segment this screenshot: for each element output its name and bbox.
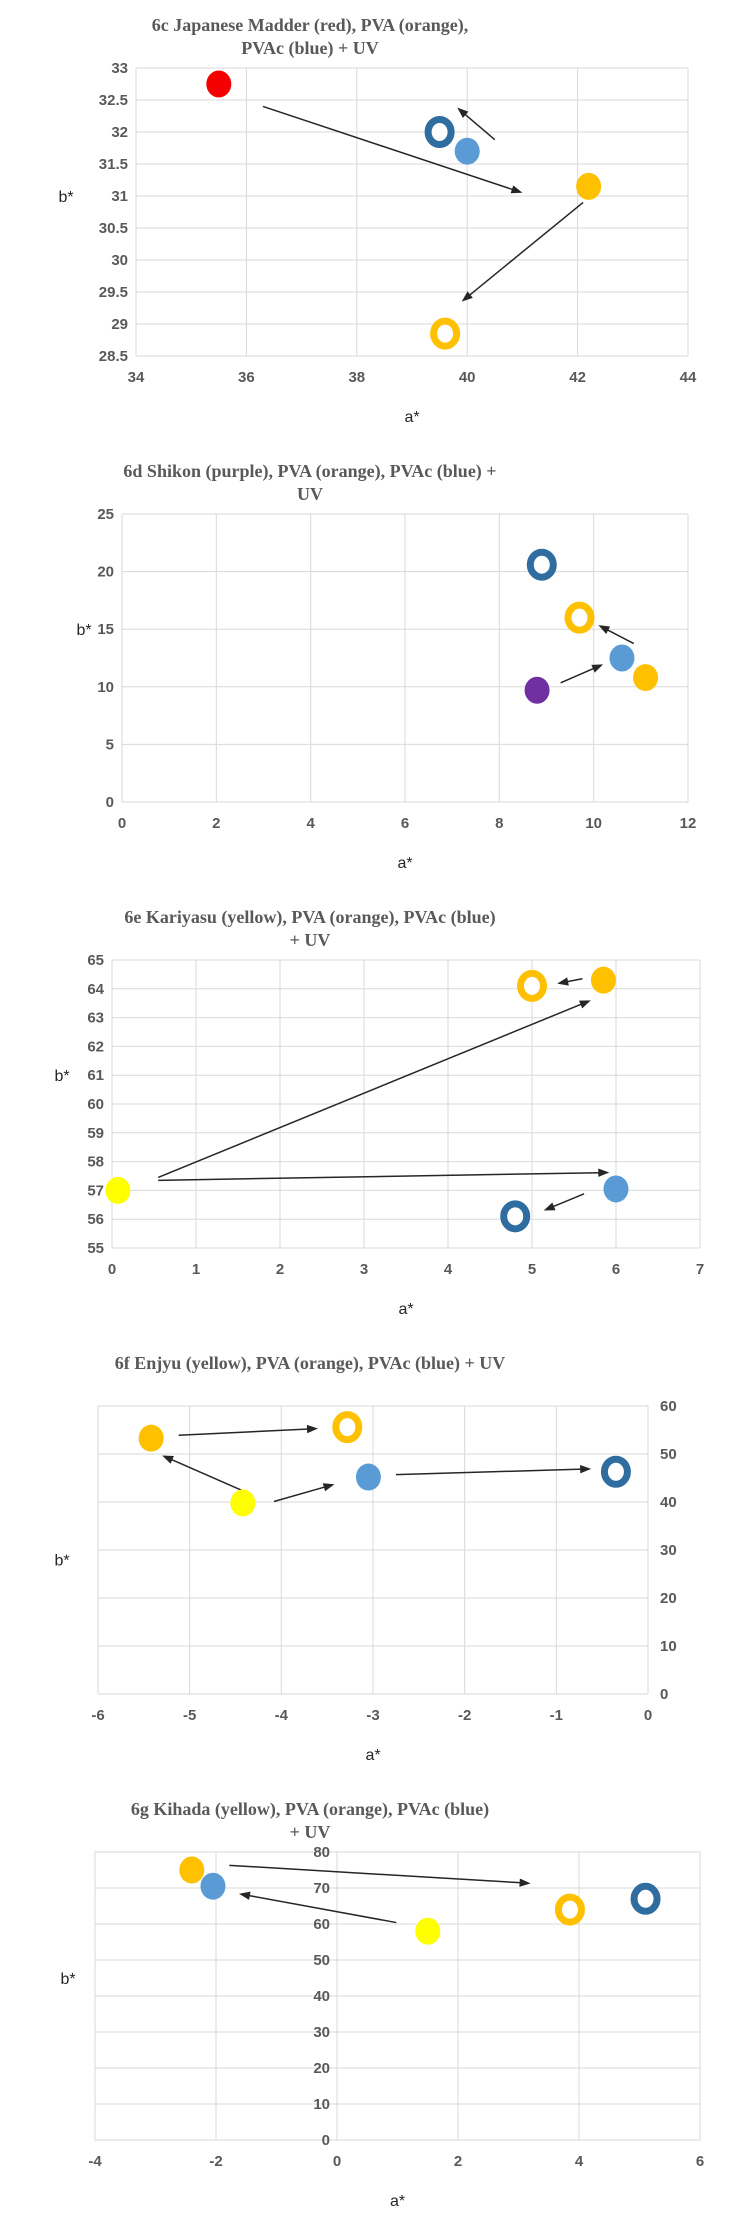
marker-pva-uv-open [521, 973, 544, 998]
shift-arrow-head [323, 1483, 335, 1491]
y-tick-label: 33 [111, 60, 128, 77]
x-axis-title: a* [389, 2193, 406, 2210]
x-tick-label: 1 [191, 1261, 201, 1278]
y-tick-label: 30.5 [98, 220, 128, 237]
x-tick-label: 4 [306, 815, 315, 832]
shift-arrow-line [552, 1194, 584, 1207]
y-tick-label: 40 [660, 1494, 677, 1511]
y-axis-title: b* [58, 189, 74, 206]
marker-japanese-madder [206, 71, 231, 98]
y-tick-label: 32.5 [98, 92, 128, 109]
chart-title-line: 6e Kariyasu (yellow), PVA (orange), PVAc (blue) [124, 907, 496, 927]
chart-title-6f [30, 1352, 590, 1375]
shift-arrow-line [158, 1004, 582, 1178]
chart-plot-6c [0, 60, 746, 446]
x-axis-title: a* [397, 855, 413, 872]
y-tick-label: 63 [87, 1009, 104, 1027]
y-tick-label: 10 [313, 2096, 330, 2113]
chart-title-line: 6f Enjyu (yellow), PVA (orange), PVAc (blue) + UV [114, 1353, 506, 1373]
x-tick-label: 0 [332, 2153, 342, 2170]
shift-arrow-head [544, 1202, 556, 1210]
shift-arrow-line [396, 1469, 582, 1474]
x-tick-label: 44 [679, 369, 697, 386]
chart-title-line: UV [297, 484, 323, 504]
x-tick-label: 8 [495, 815, 504, 832]
shift-arrow-line [606, 629, 633, 643]
shift-arrow [462, 202, 583, 301]
y-tick-label: 0 [321, 2132, 330, 2149]
shift-arrow [263, 106, 522, 193]
x-tick-label: 4 [443, 1261, 453, 1278]
y-tick-label: 10 [97, 678, 114, 696]
x-axis-title: a* [404, 409, 420, 426]
shift-arrow-head [579, 1000, 591, 1008]
marker-pvac-uv-open [634, 1886, 657, 1911]
marker-pvac-uv-open [504, 1204, 527, 1229]
x-tick-label: -3 [366, 1707, 380, 1724]
y-tick-label: 60 [87, 1096, 104, 1113]
chart-title-6c [30, 14, 590, 60]
y-tick-label: 65 [87, 952, 104, 969]
shift-arrow [561, 664, 603, 682]
x-tick-label: 40 [458, 369, 476, 386]
marker-kihada [415, 1918, 440, 1945]
x-tick-label: 4 [574, 2153, 584, 2170]
x-tick-label: 5 [527, 1261, 537, 1278]
y-tick-label: 20 [313, 2060, 330, 2077]
chart-plot-6g [0, 1844, 746, 2230]
chart-title-line: 6d Shikon (purple), PVA (orange), PVAc (blue) + [123, 461, 497, 481]
marker-pva-uv-open [568, 605, 591, 630]
y-tick-label: 15 [97, 621, 114, 639]
marker-pva-uv-open [336, 1415, 359, 1440]
shift-arrow [158, 1000, 591, 1177]
shift-arrow-line [170, 1459, 252, 1495]
shift-arrow [598, 625, 633, 643]
y-tick-label: 0 [660, 1686, 669, 1703]
y-tick-label: 40 [313, 1988, 330, 2005]
y-tick-label: 60 [313, 1916, 330, 1933]
y-tick-label: 20 [97, 563, 114, 581]
x-tick-label: 0 [643, 1707, 653, 1724]
y-tick-label: 31.5 [98, 156, 128, 173]
x-tick-label: 2 [453, 2153, 463, 2170]
gridlines [122, 514, 688, 802]
chart-6d [0, 446, 746, 892]
shift-arrow-line [566, 979, 582, 982]
chart-title-6g [30, 1798, 590, 1844]
y-tick-label: 30 [111, 252, 128, 269]
y-tick-label: 29.5 [98, 284, 128, 301]
y-tick-label: 5 [105, 736, 114, 754]
y-tick-label: 20 [660, 1590, 677, 1607]
marker-pvac-uv-open [530, 552, 553, 577]
marker-pva-uv-open [434, 321, 457, 346]
gridlines [136, 68, 688, 356]
shift-arrow-head [519, 1878, 530, 1886]
shift-arrow-head [557, 977, 569, 985]
gridlines [98, 1406, 648, 1694]
shift-arrow-line [179, 1429, 309, 1435]
marker-pvac [200, 1873, 225, 1900]
x-tick-label: -2 [209, 2153, 223, 2170]
x-tick-label: 0 [107, 1261, 117, 1278]
chart-title-line: 6c Japanese Madder (red), PVA (orange), [151, 15, 469, 35]
y-tick-label: 70 [313, 1880, 330, 1897]
x-tick-label: -6 [91, 1707, 105, 1724]
shift-arrow-head [239, 1892, 251, 1900]
chart-plot-6f [0, 1398, 746, 1784]
shift-arrow [557, 977, 582, 985]
x-tick-label: -2 [457, 1707, 472, 1724]
x-axis-title: a* [398, 1301, 414, 1318]
marker-pva [633, 664, 658, 691]
x-tick-label: 7 [695, 1261, 705, 1278]
chart-plot-6d [0, 506, 746, 892]
y-tick-label: 56 [87, 1211, 104, 1229]
chart-title-line: + UV [289, 1822, 331, 1842]
y-tick-label: 28.5 [98, 348, 128, 365]
y-tick-label: 32 [111, 124, 128, 141]
x-tick-label: -5 [182, 1707, 197, 1724]
marker-pvac [609, 645, 634, 672]
marker-pvac-uv-open [604, 1459, 627, 1484]
y-tick-label: 57 [87, 1182, 104, 1200]
x-tick-label: 42 [569, 369, 586, 386]
chart-title-line: 6g Kihada (yellow), PVA (orange), PVAc (blue) [130, 1799, 490, 1819]
x-tick-label: -4 [274, 1707, 289, 1724]
shift-arrow-head [580, 1465, 591, 1473]
x-tick-label: 0 [117, 815, 127, 832]
shift-arrow [162, 1455, 252, 1494]
x-axis-title: a* [365, 1747, 381, 1764]
x-tick-label: 38 [348, 369, 366, 386]
shift-arrow-line [229, 1865, 521, 1882]
y-tick-label: 59 [87, 1124, 104, 1142]
chart-title-line: + UV [289, 930, 331, 950]
marker-kariyasu [105, 1177, 130, 1204]
y-axis-title: b* [54, 1552, 70, 1570]
x-tick-label: 12 [679, 815, 697, 832]
y-tick-label: 31 [111, 188, 128, 205]
y-tick-label: 80 [313, 1844, 330, 1861]
marker-pva [591, 967, 616, 994]
shift-arrow [158, 1169, 609, 1181]
x-tick-label: 36 [238, 369, 255, 386]
y-tick-label: 55 [87, 1240, 104, 1257]
y-tick-label: 58 [87, 1153, 104, 1171]
x-tick-label: -4 [88, 2153, 102, 2170]
y-tick-label: 60 [660, 1398, 677, 1415]
shift-arrow-head [307, 1425, 318, 1433]
y-tick-label: 50 [660, 1446, 677, 1463]
y-axis-title: b* [60, 1971, 76, 1988]
x-tick-label: 6 [695, 2153, 705, 2170]
shift-arrow-head [511, 185, 523, 193]
x-tick-label: -1 [549, 1707, 564, 1724]
shift-arrow-head [591, 664, 603, 672]
x-tick-label: 3 [359, 1261, 369, 1278]
x-tick-label: 34 [127, 369, 145, 386]
chart-plot-6e [0, 952, 746, 1338]
y-tick-label: 50 [313, 1952, 330, 1969]
chart-6e [0, 892, 746, 1338]
y-tick-label: 30 [313, 2024, 330, 2041]
shift-arrow [396, 1465, 591, 1475]
shift-arrow [544, 1194, 584, 1211]
x-tick-label: 10 [585, 815, 603, 832]
x-tick-label: 6 [611, 1261, 621, 1278]
y-axis-title: b* [54, 1068, 70, 1086]
y-tick-label: 64 [87, 980, 104, 998]
shift-arrow-line [561, 668, 595, 683]
shift-arrow-head [162, 1455, 174, 1463]
chart-6g [0, 1784, 746, 2230]
x-tick-label: 2 [275, 1261, 285, 1278]
chart-6f [0, 1338, 746, 1784]
shift-arrow [179, 1425, 318, 1435]
y-tick-label: 30 [660, 1542, 677, 1559]
chart-title-6d [30, 460, 590, 506]
y-tick-label: 62 [87, 1038, 104, 1056]
y-axis-title: b* [76, 622, 92, 640]
gridlines [112, 960, 700, 1248]
marker-shikon [525, 677, 550, 704]
marker-pvac [455, 138, 480, 165]
shift-arrow [457, 108, 495, 140]
shift-arrow-line [469, 202, 583, 296]
shift-arrow [274, 1483, 335, 1501]
marker-enjyu [230, 1489, 255, 1516]
marker-pva [179, 1857, 204, 1884]
chart-title-6e [30, 906, 590, 952]
marker-pva [576, 173, 601, 200]
shift-arrow-line [464, 114, 495, 140]
marker-pvac [356, 1464, 381, 1491]
marker-pva [139, 1425, 164, 1452]
marker-pva-uv-open [558, 1897, 581, 1922]
shift-arrow [229, 1865, 530, 1887]
shift-arrow-line [158, 1173, 600, 1181]
x-tick-label: 6 [400, 815, 410, 832]
chart-title-line: PVAc (blue) + UV [241, 38, 379, 58]
gridlines [95, 1852, 700, 2140]
marker-pvac-uv-open [428, 120, 451, 145]
y-tick-label: 29 [111, 316, 128, 333]
shift-arrow-head [598, 1169, 609, 1177]
y-tick-label: 0 [105, 794, 114, 811]
y-tick-label: 10 [660, 1638, 677, 1655]
marker-pvac [604, 1175, 629, 1202]
x-tick-label: 2 [212, 815, 221, 832]
y-tick-label: 61 [87, 1067, 104, 1085]
chart-6c [0, 0, 746, 446]
y-tick-label: 25 [97, 506, 114, 523]
